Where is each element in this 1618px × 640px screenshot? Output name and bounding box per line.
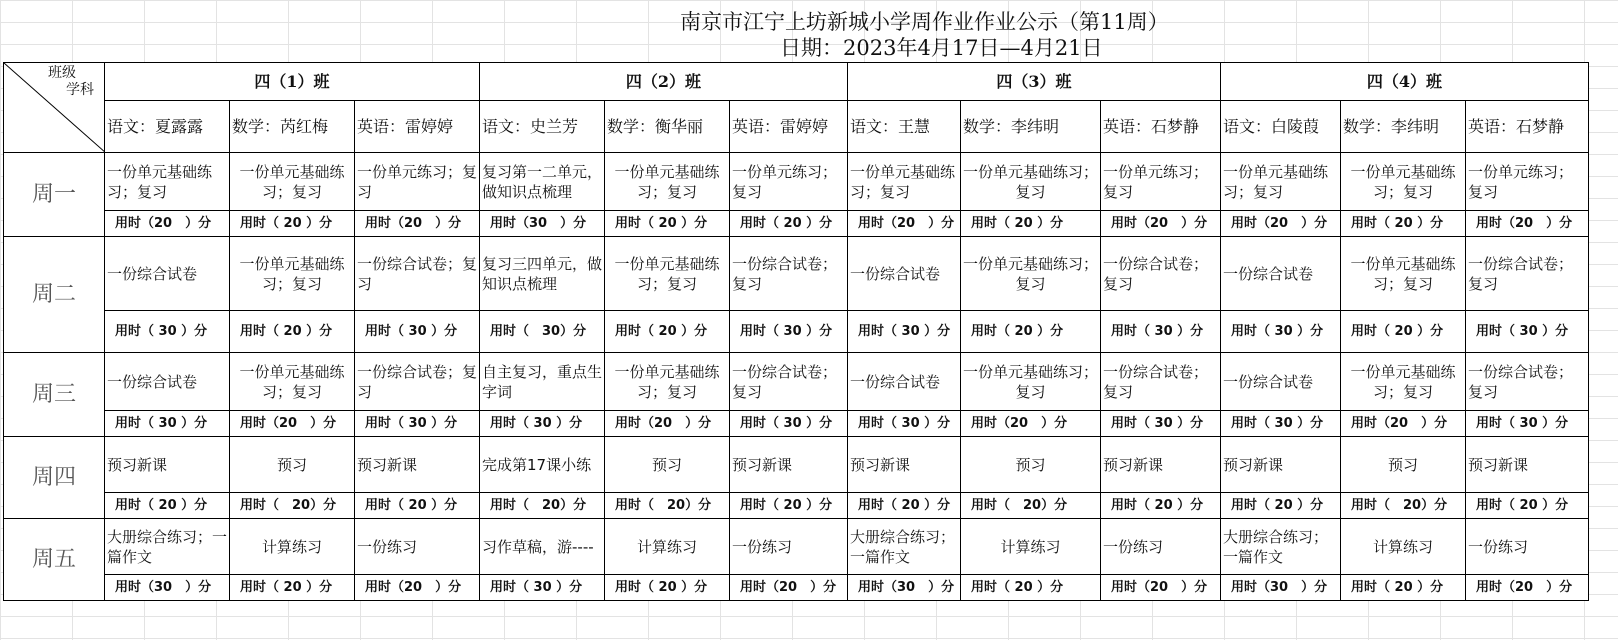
time-cell: 用时（ 20 ）分 xyxy=(1341,311,1466,353)
time-cell: 用时（ 30 ）分 xyxy=(355,311,480,353)
time-cell: 用时（ 30 ）分 xyxy=(1221,411,1341,437)
time-cell: 用时（ 20 ）分 xyxy=(605,211,730,237)
class-header: 四（3）班 xyxy=(848,63,1221,101)
time-cell: 用时（ 20）分 xyxy=(480,493,605,519)
time-cell: 用时（ 30 ）分 xyxy=(105,311,230,353)
task-cell: 一份单元基础练习；复习 xyxy=(605,237,730,311)
date-range: 日期：2023年4月17日—4月21日 xyxy=(780,36,1103,60)
time-cell: 用时（ 20）分 xyxy=(605,493,730,519)
time-cell: 用时（20 ）分 xyxy=(961,411,1101,437)
task-cell: 预习 xyxy=(230,437,355,493)
time-cell: 用时（20 ）分 xyxy=(355,575,480,601)
class-header: 四（4）班 xyxy=(1221,63,1589,101)
task-cell: 一份综合试卷；复习 xyxy=(355,237,480,311)
time-cell: 用时（ 20 ）分 xyxy=(961,575,1101,601)
time-cell: 用时（ 20 ）分 xyxy=(1341,211,1466,237)
task-cell: 一份单元基础练习；复习 xyxy=(848,153,961,211)
time-cell: 用时（20 ）分 xyxy=(848,211,961,237)
time-cell: 用时（ 30 ）分 xyxy=(848,411,961,437)
time-cell: 用时（ 20 ）分 xyxy=(1341,575,1466,601)
task-cell: 一份综合试卷 xyxy=(1221,237,1341,311)
task-cell: 复习三四单元，做知识点梳理 xyxy=(480,237,605,311)
time-cell: 用时（ 20 ）分 xyxy=(1466,493,1589,519)
task-cell: 一份单元基础练习；复习 xyxy=(1341,237,1466,311)
task-cell: 一份综合试卷 xyxy=(848,353,961,411)
task-cell: 习作草稿，游---- xyxy=(480,519,605,575)
task-cell: 大册综合练习；一篇作文 xyxy=(1221,519,1341,575)
time-cell: 用时（ 20 ）分 xyxy=(1221,493,1341,519)
task-cell: 一份单元练习；复习 xyxy=(355,153,480,211)
task-cell: 预习 xyxy=(961,437,1101,493)
time-cell: 用时（30 ）分 xyxy=(105,575,230,601)
day-task-row xyxy=(4,153,1589,211)
task-cell: 一份综合试卷；复习 xyxy=(1466,237,1589,311)
day-label: 周二 xyxy=(4,237,105,353)
task-cell: 复习第一二单元，做知识点梳理 xyxy=(480,153,605,211)
day-task-row xyxy=(4,437,1589,493)
time-cell: 用时（20 ）分 xyxy=(355,211,480,237)
subject-teacher-cell: 数学：李纬明 xyxy=(961,101,1101,153)
task-cell: 一份单元基础练习；复习 xyxy=(961,353,1101,411)
task-cell: 一份单元基础练习；复习 xyxy=(1221,153,1341,211)
time-cell: 用时（ 20）分 xyxy=(1341,493,1466,519)
time-cell: 用时（ 20 ）分 xyxy=(730,493,848,519)
day-task-row xyxy=(4,353,1589,411)
task-cell: 一份单元基础练习；复习 xyxy=(105,153,230,211)
task-cell: 一份练习 xyxy=(355,519,480,575)
time-cell: 用时（ 30）分 xyxy=(480,311,605,353)
task-cell: 一份综合试卷；复习 xyxy=(730,353,848,411)
time-cell: 用时（ 20）分 xyxy=(961,493,1101,519)
task-cell: 预习新课 xyxy=(848,437,961,493)
task-cell: 一份综合试卷 xyxy=(1221,353,1341,411)
subject-teacher-cell: 数学：芮红梅 xyxy=(230,101,355,153)
task-cell: 一份单元基础练习；复习 xyxy=(230,353,355,411)
time-cell: 用时（ 20 ）分 xyxy=(105,493,230,519)
task-cell: 自主复习，重点生字词 xyxy=(480,353,605,411)
time-cell: 用时（20 ）分 xyxy=(730,575,848,601)
task-cell: 预习新课 xyxy=(105,437,230,493)
time-cell: 用时（ 20 ）分 xyxy=(1101,493,1221,519)
day-task-row xyxy=(4,237,1589,311)
task-cell: 一份练习 xyxy=(730,519,848,575)
time-cell: 用时（ 20 ）分 xyxy=(605,311,730,353)
time-cell: 用时（ 30 ）分 xyxy=(730,411,848,437)
subject-teacher-cell: 英语：石梦静 xyxy=(1101,101,1221,153)
time-cell: 用时（ 30 ）分 xyxy=(730,311,848,353)
task-cell: 预习新课 xyxy=(1101,437,1221,493)
task-cell: 一份单元基础练习；复习 xyxy=(961,153,1101,211)
task-cell: 一份单元基础练习；复习 xyxy=(1341,153,1466,211)
title-block xyxy=(0,8,1618,60)
corner-subject-label: 学科 xyxy=(66,82,94,98)
task-cell: 大册综合练习；一篇作文 xyxy=(105,519,230,575)
day-label: 周四 xyxy=(4,437,105,519)
time-cell: 用时（20 ）分 xyxy=(1466,575,1589,601)
task-cell: 计算练习 xyxy=(230,519,355,575)
time-cell: 用时（ 30 ）分 xyxy=(1101,311,1221,353)
corner-class-label: 班级 xyxy=(48,65,76,81)
task-cell: 一份综合试卷 xyxy=(105,237,230,311)
time-cell: 用时（ 20 ）分 xyxy=(230,211,355,237)
page-title: 南京市江宁上坊新城小学周作业作业公示（第11周） xyxy=(680,10,1169,34)
task-cell: 计算练习 xyxy=(1341,519,1466,575)
task-cell: 一份单元练习；复习 xyxy=(730,153,848,211)
time-cell: 用时（30 ）分 xyxy=(848,575,961,601)
day-time-row xyxy=(4,311,1589,353)
task-cell: 预习 xyxy=(605,437,730,493)
day-time-row xyxy=(4,493,1589,519)
time-cell: 用时（ 20 ）分 xyxy=(230,311,355,353)
day-time-row xyxy=(4,575,1589,601)
time-cell: 用时（30 ）分 xyxy=(1221,575,1341,601)
time-cell: 用时（ 20 ）分 xyxy=(961,211,1101,237)
time-cell: 用时（ 30 ）分 xyxy=(1101,411,1221,437)
task-cell: 一份单元基础练习；复习 xyxy=(605,153,730,211)
task-cell: 一份单元基础练习；复习 xyxy=(230,153,355,211)
subject-header-row xyxy=(4,101,1589,153)
day-label: 周五 xyxy=(4,519,105,601)
subject-teacher-cell: 数学：衡华丽 xyxy=(605,101,730,153)
task-cell: 一份综合试卷；复习 xyxy=(1466,353,1589,411)
task-cell: 一份单元基础练习；复习 xyxy=(605,353,730,411)
task-cell: 一份综合试卷；复习 xyxy=(1101,237,1221,311)
task-cell: 一份单元基础练习；复习 xyxy=(961,237,1101,311)
task-cell: 计算练习 xyxy=(961,519,1101,575)
time-cell: 用时（ 30 ）分 xyxy=(355,411,480,437)
day-label: 周三 xyxy=(4,353,105,437)
time-cell: 用时（20 ）分 xyxy=(105,211,230,237)
task-cell: 一份综合试卷；复习 xyxy=(355,353,480,411)
task-cell: 一份综合试卷；复习 xyxy=(730,237,848,311)
class-header: 四（2）班 xyxy=(480,63,848,101)
subject-teacher-cell: 语文：夏露露 xyxy=(105,101,230,153)
task-cell: 一份综合试卷 xyxy=(848,237,961,311)
task-cell: 预习新课 xyxy=(355,437,480,493)
time-cell: 用时（20 ）分 xyxy=(1101,575,1221,601)
task-cell: 一份单元基础练习；复习 xyxy=(230,237,355,311)
task-cell: 一份单元练习；复习 xyxy=(1101,153,1221,211)
day-task-row xyxy=(4,519,1589,575)
task-cell: 预习 xyxy=(1341,437,1466,493)
day-time-row xyxy=(4,211,1589,237)
time-cell: 用时（20 ）分 xyxy=(1221,211,1341,237)
time-cell: 用时（30 ）分 xyxy=(480,211,605,237)
task-cell: 一份练习 xyxy=(1101,519,1221,575)
time-cell: 用时（ 20 ）分 xyxy=(605,575,730,601)
subject-teacher-cell: 英语：雷婷婷 xyxy=(730,101,848,153)
task-cell: 大册综合练习；一篇作文 xyxy=(848,519,961,575)
time-cell: 用时（20 ）分 xyxy=(1466,211,1589,237)
corner-cell xyxy=(4,63,105,153)
time-cell: 用时（ 20 ）分 xyxy=(961,311,1101,353)
subject-teacher-cell: 英语：雷婷婷 xyxy=(355,101,480,153)
task-cell: 一份综合试卷 xyxy=(105,353,230,411)
task-cell: 预习新课 xyxy=(1466,437,1589,493)
class-header-row xyxy=(4,63,1589,101)
subject-teacher-cell: 语文：王慧 xyxy=(848,101,961,153)
time-cell: 用时（20 ）分 xyxy=(1101,211,1221,237)
day-time-row xyxy=(4,411,1589,437)
task-cell: 一份综合试卷；复习 xyxy=(1101,353,1221,411)
time-cell: 用时（ 30 ）分 xyxy=(480,411,605,437)
subject-teacher-cell: 语文：白陵葭 xyxy=(1221,101,1341,153)
time-cell: 用时（ 30 ）分 xyxy=(480,575,605,601)
time-cell: 用时（20 ）分 xyxy=(1341,411,1466,437)
task-cell: 一份单元练习；复习 xyxy=(1466,153,1589,211)
time-cell: 用时（ 30 ）分 xyxy=(1466,311,1589,353)
task-cell: 预习新课 xyxy=(1221,437,1341,493)
class-header: 四（1）班 xyxy=(105,63,480,101)
time-cell: 用时（ 20 ）分 xyxy=(230,575,355,601)
time-cell: 用时（20 ）分 xyxy=(605,411,730,437)
time-cell: 用时（ 30 ）分 xyxy=(105,411,230,437)
time-cell: 用时（ 20 ）分 xyxy=(355,493,480,519)
task-cell: 计算练习 xyxy=(605,519,730,575)
time-cell: 用时（ 30 ）分 xyxy=(848,311,961,353)
time-cell: 用时（ 20 ）分 xyxy=(848,493,961,519)
time-cell: 用时（ 20）分 xyxy=(230,493,355,519)
task-cell: 一份单元基础练习；复习 xyxy=(1341,353,1466,411)
time-cell: 用时（20 ）分 xyxy=(230,411,355,437)
task-cell: 一份练习 xyxy=(1466,519,1589,575)
homework-table xyxy=(3,62,1589,601)
time-cell: 用时（ 30 ）分 xyxy=(1466,411,1589,437)
subject-teacher-cell: 英语：石梦静 xyxy=(1466,101,1589,153)
task-cell: 预习新课 xyxy=(730,437,848,493)
subject-teacher-cell: 语文：史兰芳 xyxy=(480,101,605,153)
time-cell: 用时（ 20 ）分 xyxy=(730,211,848,237)
time-cell: 用时（ 30 ）分 xyxy=(1221,311,1341,353)
task-cell: 完成第17课小练 xyxy=(480,437,605,493)
subject-teacher-cell: 数学：李纬明 xyxy=(1341,101,1466,153)
day-label: 周一 xyxy=(4,153,105,237)
